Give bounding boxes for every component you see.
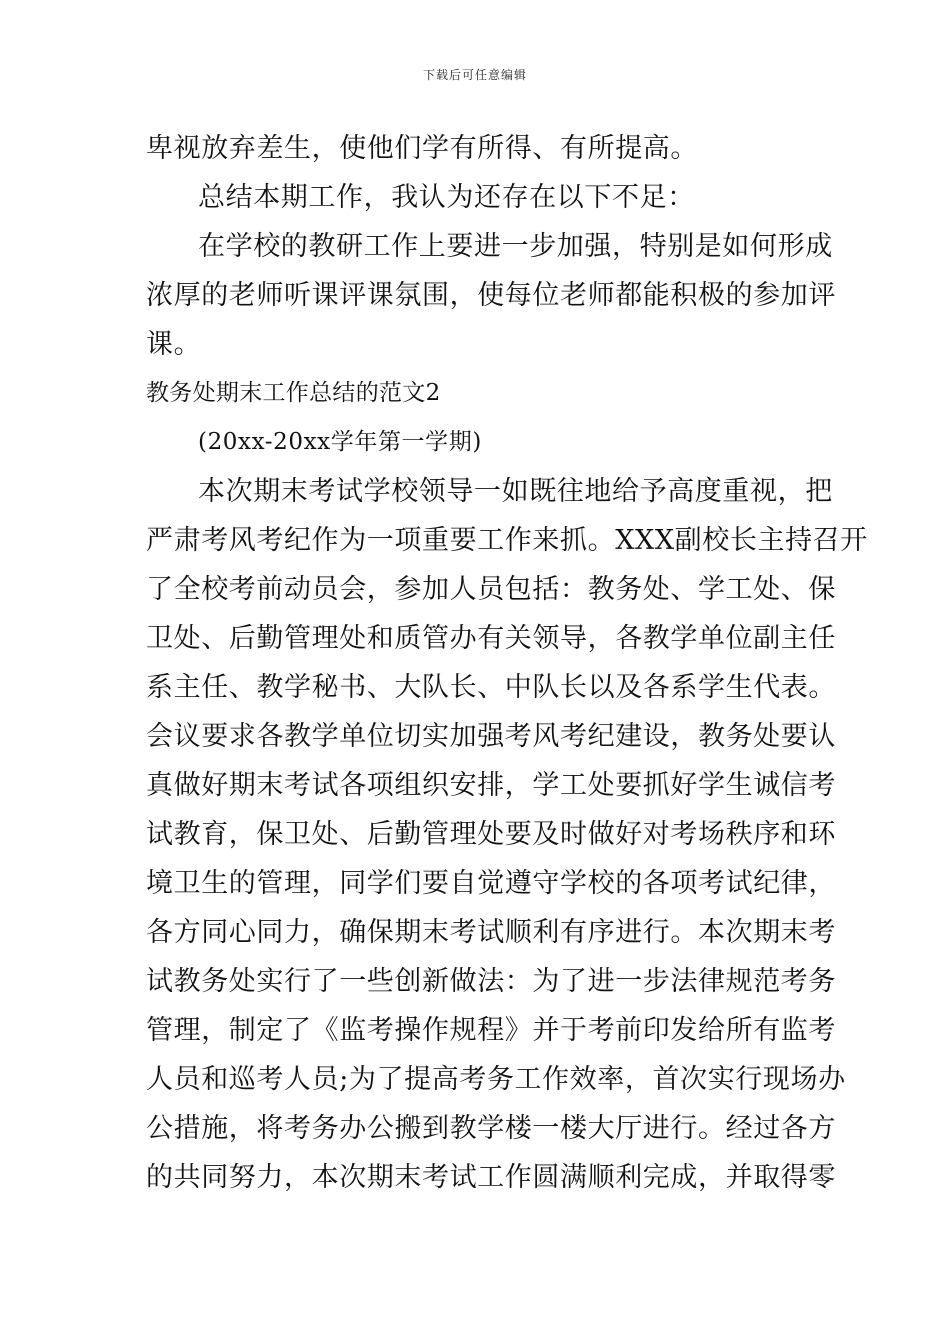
paragraph-line: 人员和巡考人员;为了提高考务工作效率，首次实行现场办 bbox=[146, 1064, 846, 1095]
paragraph-line: 管理，制定了《监考操作规程》并于考前印发给所有监考 bbox=[146, 1015, 836, 1046]
paragraph-line: 真做好期末考试各项组织安排，学工处要抓好学生诚信考 bbox=[146, 770, 836, 801]
paragraph-line: 境卫生的管理，同学们要自觉遵守学校的各项考试纪律， bbox=[146, 868, 836, 899]
document-body bbox=[146, 124, 868, 1202]
paragraph-line: 各方同心同力，确保期末考试顺利有序进行。本次期末考 bbox=[146, 917, 836, 948]
paragraph-line: 本次期末考试学校领导一如既往地给予高度重视，把 bbox=[198, 476, 833, 507]
paragraph-line: 严肃考风考纪作为一项重要工作来抓。XXX副校长主持召开 bbox=[146, 525, 868, 556]
paragraph-line: 了全校考前动员会，参加人员包括：教务处、学工处、保 bbox=[146, 574, 836, 605]
paragraph-line: 卑视放弃差生，使他们学有所得、有所提高。 bbox=[146, 133, 698, 164]
paragraph-line: 浓厚的老师听课评课氛围，使每位老师都能积极的参加评 bbox=[146, 280, 836, 311]
section-title: 教务处期末工作总结的范文2 bbox=[146, 380, 441, 406]
paragraph-line: 公措施，将考务办公搬到教学楼一楼大厅进行。经过各方 bbox=[146, 1113, 836, 1144]
paragraph-line: 试教务处实行了一些创新做法：为了进一步法律规范考务 bbox=[146, 966, 836, 997]
paragraph-line: 卫处、后勤管理处和质管办有关领导，各教学单位副主任 bbox=[146, 623, 836, 654]
paragraph-line: 在学校的教研工作上要进一步加强，特别是如何形成 bbox=[198, 231, 833, 262]
paragraph-line: 会议要求各教学单位切实加强考风考纪建设，教务处要认 bbox=[146, 721, 836, 752]
paragraph-line: 系主任、教学秘书、大队长、中队长以及各系学生代表。 bbox=[146, 672, 836, 703]
page-header-note: 下载后可任意编辑 bbox=[422, 68, 527, 82]
paragraph-line: 总结本期工作，我认为还存在以下不足： bbox=[198, 182, 695, 213]
paragraph-line: 的共同努力，本次期末考试工作圆满顺利完成，并取得零 bbox=[146, 1162, 836, 1193]
section-subtitle: (20xx-20xx学年第一学期) bbox=[198, 429, 482, 455]
paragraph-line: 试教育，保卫处、后勤管理处要及时做好对考场秩序和环 bbox=[146, 819, 836, 850]
paragraph-line: 课。 bbox=[146, 329, 202, 360]
